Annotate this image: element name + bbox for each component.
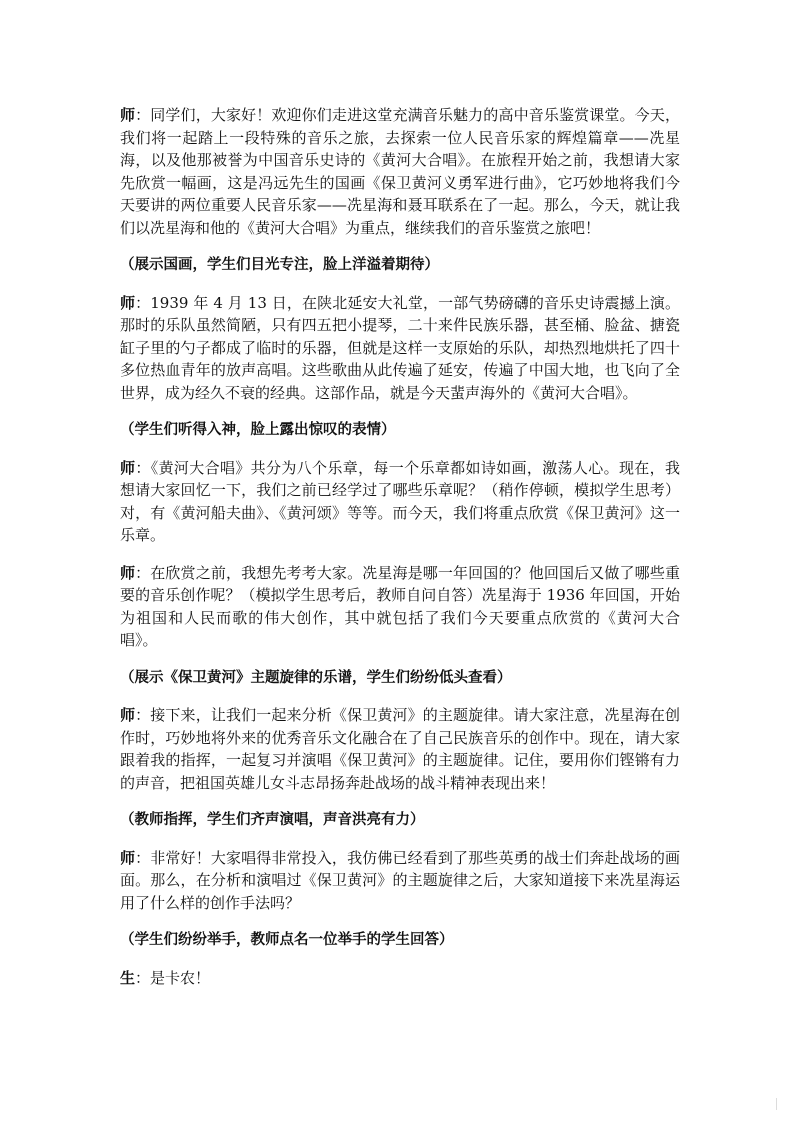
lesson-transcript [120,104,680,1004]
speaker-label: 师 [120,458,136,477]
dialogue-text: 同学们，大家好！欢迎你们走进这堂充满音乐魅力的高中音乐鉴赏课堂。今天，我们将一起踏上一段特殊的音乐之旅，去探索一位人民音乐家的辉煌篇章——冼星海，以及他那被誉为中国音乐史诗的《黄河大合唱》。在旅程开始之前，我想请大家先欣赏一幅画，这是冯远先生的国画《保卫黄河义勇军进行曲》，它巧妙地将我们今天要讲的两位重要人民音乐家——冼星海和聂耳联系在了一起。那么，今天，就让我们以冼星海和他的《黄河大合唱》为重点，继续我们的音乐鉴赏之旅吧！ [120,106,680,237]
stage-direction: （展示《保卫黄河》主题旋律的乐谱，学生们纷纷低头查看） [120,669,512,686]
speaker-separator: ： [135,106,151,124]
speaker-label: 师 [120,293,136,312]
stage-direction: （学生们纷纷举手，教师点名一位举手的学生回答） [120,932,454,948]
dialogue-paragraph [120,847,680,915]
dialogue-text: 《黄河大合唱》共分为八个乐章，每一个乐章都如诗如画，激荡人心。现在，我想请大家回忆一下，我们之前已经学过了哪些乐章呢？（稍作停顿，模拟学生思考）对，有《黄河船夫曲》、《黄河颂》等等。而今天，我们将重点欣赏《保卫黄河》这一乐章。 [120,458,680,544]
speaker-separator: ： [135,706,151,724]
dialogue-paragraph [120,292,680,405]
speaker-label: 生 [120,968,136,987]
dialogue-text: 1939 年 4 月 13 日，在陕北延安大礼堂，一部气势磅礴的音乐史诗震撼上演。那时的乐队虽然简陋，只有四五把小提琴，二十来件民族乐器，甚至桶、脸盆、搪瓷缸子里的勺子都成了临时的乐器，但就是这样一支原始的乐队，却热烈地烘托了四十多位热血青年的放声高唱。这些歌曲从此传遍了延安，传遍了中国大地，也飞向了全世界，成为经久不衰的经典。这部作品，就是今天蜚声海外的《黄河大合唱》。 [120,293,680,402]
speaker-separator: ： [135,968,151,987]
speaker-label: 师 [120,848,136,867]
dialogue-text: 非常好！大家唱得非常投入，我仿佛已经看到了那些英勇的战士们奔赴战场的画面。那么，在分析和演唱过《保卫黄河》的主题旋律之后，大家知道接下来冼星海运用了什么样的创作手法吗？ [120,848,680,912]
stage-direction: （学生们听得入神，脸上露出惊叹的表情） [120,422,396,438]
speaker-label: 师 [120,106,136,124]
speaker-label: 师 [120,563,136,582]
dialogue-paragraph [120,104,680,239]
dialogue-text: 接下来，让我们一起来分析《保卫黄河》的主题旋律。请大家注意，冼星海在创作时，巧妙地将外来的优秀音乐文化融合在了自己民族音乐的创作中。现在，请大家跟着我的指挥，一起复习并演唱《保卫黄河》的主题旋律。记住，要用你们铿锵有力的声音，把祖国英雄儿女斗志昂扬奔赴战场的战斗精神表现出来！ [120,706,680,792]
dialogue-text: 是卡农！ [150,968,211,987]
dialogue-text: 在欣赏之前，我想先考考大家。冼星海是哪一年回国的？他回国后又做了哪些重要的音乐创作呢？（模拟学生思考后，教师自问自答）冼星海于 1936 年回国，开始为祖国和人民而歌的伟大创作，其中就包括了我们今天要重点欣赏的《黄河大合唱》。 [120,563,680,649]
stage-direction: （教师指挥，学生们齐声演唱，声音洪亮有力） [120,812,425,828]
dialogue-paragraph [120,967,680,990]
dialogue-paragraph [120,457,680,547]
stage-direction: （展示国画，学生们目光专注，脸上洋溢着期待） [120,257,439,273]
speaker-separator: ： [135,458,151,477]
speaker-separator: ： [135,848,151,867]
dialogue-paragraph [120,704,680,794]
page-corner-mark [776,1098,777,1110]
dialogue-paragraph [120,562,680,652]
speaker-separator: ： [135,563,151,582]
speaker-label: 师 [120,706,136,724]
speaker-separator: ： [135,293,151,312]
